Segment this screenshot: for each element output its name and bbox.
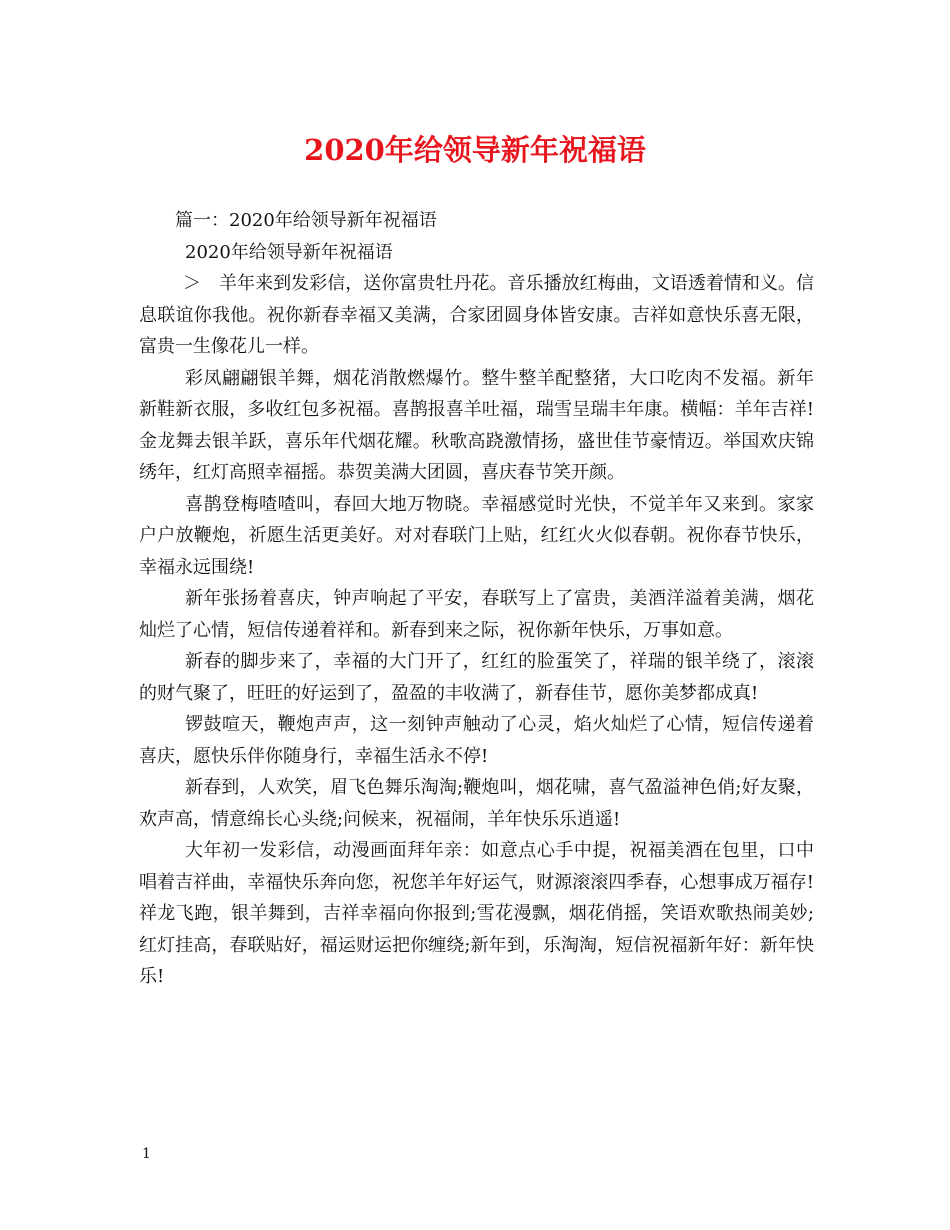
page-number: 1 — [142, 1146, 151, 1162]
paragraph: 喜鹊登梅喳喳叫，春回大地万物晓。幸福感觉时光快，不觉羊年又来到。家家户户放鞭炮，祈愿生活更美好。对对春联门上贴，红红火火似春朝。祝你春节快乐，幸福永远围绕! — [139, 493, 814, 578]
document-body — [139, 205, 814, 993]
document-title: 2020年给领导新年祝福语 — [304, 133, 646, 167]
paragraph: 锣鼓喧天，鞭炮声声，这一刻钟声触动了心灵，焰火灿烂了心情，短信传递着喜庆，愿快乐伴你随身行，幸福生活永不停! — [139, 714, 814, 767]
section-subheading: 2020年给领导新年祝福语 — [185, 241, 393, 263]
paragraph: 新春到，人欢笑，眉飞色舞乐淘淘;鞭炮叫，烟花啸，喜气盈溢神色俏;好友聚，欢声高，情意绵长心头绕;问候来，祝福闹，羊年快乐乐逍遥! — [139, 777, 814, 830]
paragraph: 新春的脚步来了，幸福的大门开了，红红的脸蛋笑了，祥瑞的银羊绕了，滚滚的财气聚了，旺旺的好运到了，盈盈的丰收满了，新春佳节，愿你美梦都成真! — [139, 651, 814, 704]
paragraph-first: ＞ 羊年来到发彩信，送你富贵牡丹花。音乐播放红梅曲，文语透着情和义。信息联谊你我他。祝你新春幸福又美满，合家团圆身体皆安康。吉祥如意快乐喜无限，富贵一生像花儿一样。 — [139, 273, 814, 357]
paragraph: 大年初一发彩信，动漫画面拜年亲：如意点心手中提，祝福美酒在包里，口中唱着吉祥曲，幸福快乐奔向您，祝您羊年好运气，财源滚滚四季春，心想事成万福存!祥龙飞跑，银羊舞到，吉祥幸福向你报到;雪花漫飘，烟花俏摇，笑语欢歌热闹美妙;红灯挂高，春联贴好，福运财运把你缠绕;新年到，乐淘淘，短信祝福新年好：新年快乐! — [139, 840, 814, 987]
paragraph: 彩凤翩翩银羊舞，烟花消散燃爆竹。整牛整羊配整猪，大口吃肉不发福。新年新鞋新衣服，多收红包多祝福。喜鹊报喜羊吐福，瑞雪呈瑞丰年康。横幅：羊年吉祥!金龙舞去银羊跃，喜乐年代烟花耀。秋歌高跷激情扬，盛世佳节豪情迈。举国欢庆锦绣年，红灯高照幸福摇。恭贺美满大团圆，喜庆春节笑开颜。 — [139, 367, 814, 483]
paragraph: 新年张扬着喜庆，钟声响起了平安，春联写上了富贵，美酒洋溢着美满，烟花灿烂了心情，短信传递着祥和。新春到来之际，祝你新年快乐，万事如意。 — [139, 588, 814, 641]
section-heading: 篇一：2020年给领导新年祝福语 — [175, 210, 437, 231]
